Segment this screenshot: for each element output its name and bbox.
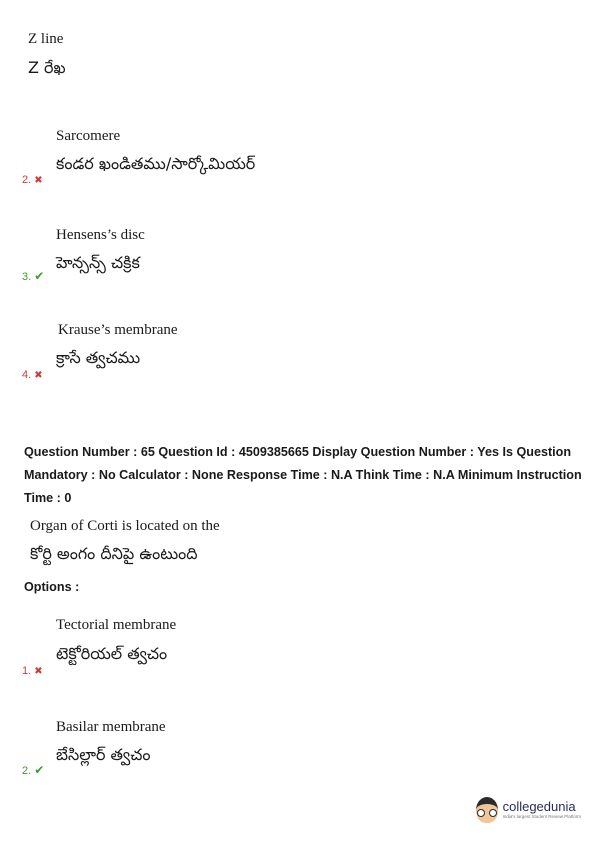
- option-english: Hensens’s disc: [56, 227, 145, 243]
- option-telugu: క్రాసే త్వచము: [56, 348, 141, 367]
- option-number-row: [22, 659, 43, 678]
- cross-icon: ✖: [34, 175, 43, 186]
- option-telugu: హెన్సన్స్ చక్రిక: [56, 253, 140, 272]
- option-number: 1.: [22, 665, 32, 677]
- option-number-row: [22, 265, 44, 284]
- check-icon: ✔: [34, 763, 45, 777]
- option-number: 2.: [22, 765, 32, 777]
- option-number: 2.: [22, 174, 32, 186]
- option-english: Tectorial membrane: [56, 617, 177, 633]
- option-telugu: కండర ఖండితము/సార్కోమియర్: [56, 154, 256, 173]
- option-english: Z line: [28, 31, 64, 47]
- logo-name: collegedunia: [502, 799, 576, 815]
- cross-icon: ✖: [34, 370, 43, 381]
- option-number-row: [22, 363, 43, 382]
- question-header: Question Number : 65 Question Id : 4509385665 Display Question Number : Yes Is Question Mandatory : No Calculator : None Response Time : N.A Think Time : N.A Minimum Instruction Time : 0: [24, 445, 582, 505]
- option-telugu: Z రేఖ: [28, 58, 66, 77]
- option-number-row: [22, 168, 43, 187]
- question-text-english: Organ of Corti is located on the: [30, 518, 220, 534]
- check-icon: ✔: [34, 269, 45, 283]
- option-number-row: [22, 759, 44, 778]
- logo-tagline: India's largest Student Review Platform: [502, 814, 581, 820]
- option-number: 3.: [22, 271, 32, 283]
- option-number: 4.: [22, 369, 32, 381]
- option-telugu: బేసిల్లార్ త్వచం: [56, 745, 151, 764]
- option-english: Krause’s membrane: [58, 322, 178, 338]
- option-english: Basilar membrane: [56, 719, 166, 735]
- cross-icon: ✖: [34, 666, 43, 677]
- collegedunia-logo: [476, 797, 581, 823]
- options-label: Options :: [24, 580, 80, 594]
- option-telugu: టెక్టోరియల్ త్వచం: [56, 644, 168, 663]
- mascot-icon: [476, 797, 498, 823]
- question-text-telugu: కోర్టి అంగం దీనిపై ఉంటుంది: [30, 544, 198, 563]
- option-english: Sarcomere: [56, 128, 121, 144]
